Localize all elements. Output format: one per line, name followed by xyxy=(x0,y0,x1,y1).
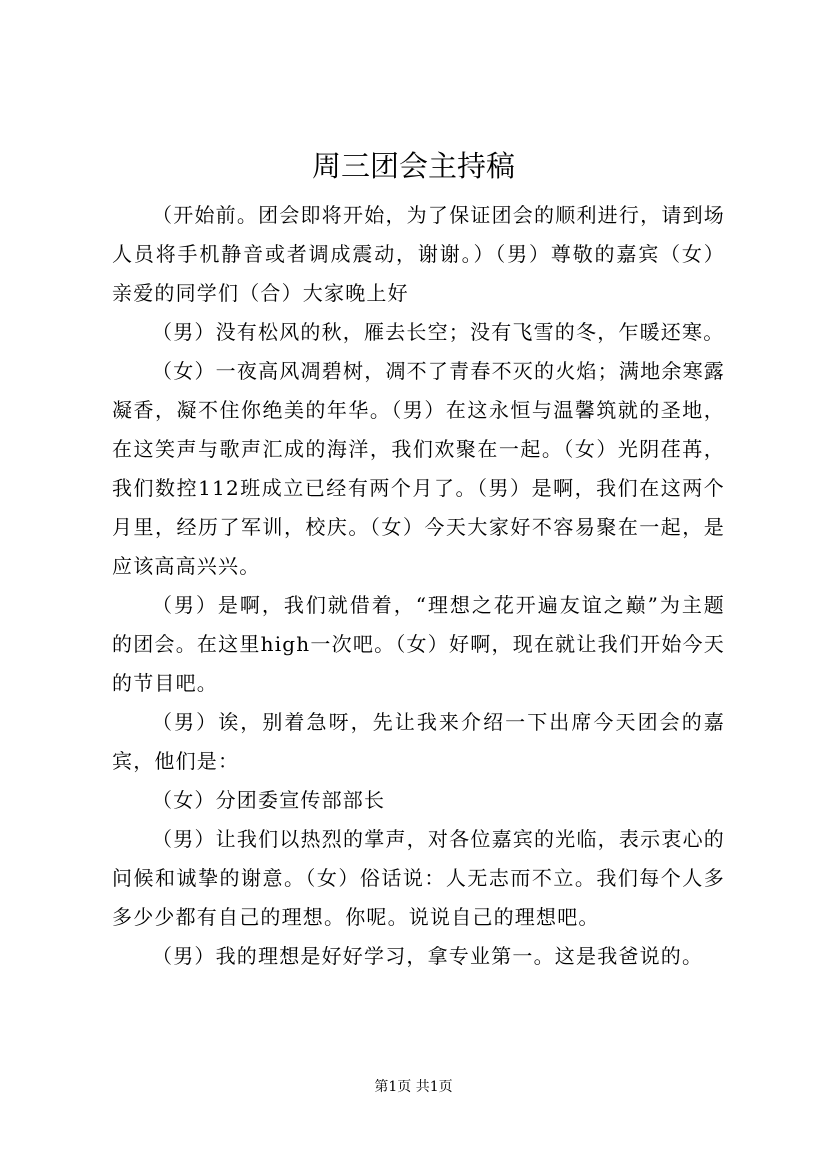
paragraph-2: （男）没有松风的秋，雁去长空；没有飞雪的冬，乍暖还寒。 xyxy=(152,320,725,344)
page-title: 周三团会主持稿 xyxy=(311,149,515,183)
paragraph-4: （男）是啊，我们就借着，“理想之花开遍友谊之巅”为主题的团会。在这里high一次吧。（女）好啊，现在就让我们开始今天的节目吧。 xyxy=(112,593,725,695)
paragraph-8: （男）我的理想是好好学习，拿专业第一。这是我爸说的。 xyxy=(152,944,704,968)
paragraph-1: （开始前。团会即将开始，为了保证团会的顺利进行，请到场人员将手机静音或者调成震动，谢谢。）（男）尊敬的嘉宾（女）亲爱的同学们（合）大家晚上好 xyxy=(112,203,725,305)
paragraph-5: （男）诶，别着急呀，先让我来介绍一下出席今天团会的嘉宾，他们是： xyxy=(112,710,725,773)
document-body xyxy=(112,196,725,976)
paragraph-3: （女）一夜高风凋碧树，凋不了青春不灭的火焰；满地余寒露凝香，凝不住你绝美的年华。（男）在这永恒与温馨筑就的圣地，在这笑声与歌声汇成的海洋，我们欢聚在一起。（女）光阴荏苒，我们数控112班成立已经有两个月了。（男）是啊，我们在这两个月里，经历了军训，校庆。（女）今天大家好不容易聚在一起，是应该高高兴兴。 xyxy=(112,359,725,578)
paragraph-7: （男）让我们以热烈的掌声，对各位嘉宾的光临，表示衷心的问候和诚挚的谢意。（女）俗话说：人无志而不立。我们每个人多多少少都有自己的理想。你呢。说说自己的理想吧。 xyxy=(112,827,725,929)
paragraph-6: （女）分团委宣传部部长 xyxy=(152,788,386,812)
page-footer: 第1页 共1页 xyxy=(374,1079,453,1095)
